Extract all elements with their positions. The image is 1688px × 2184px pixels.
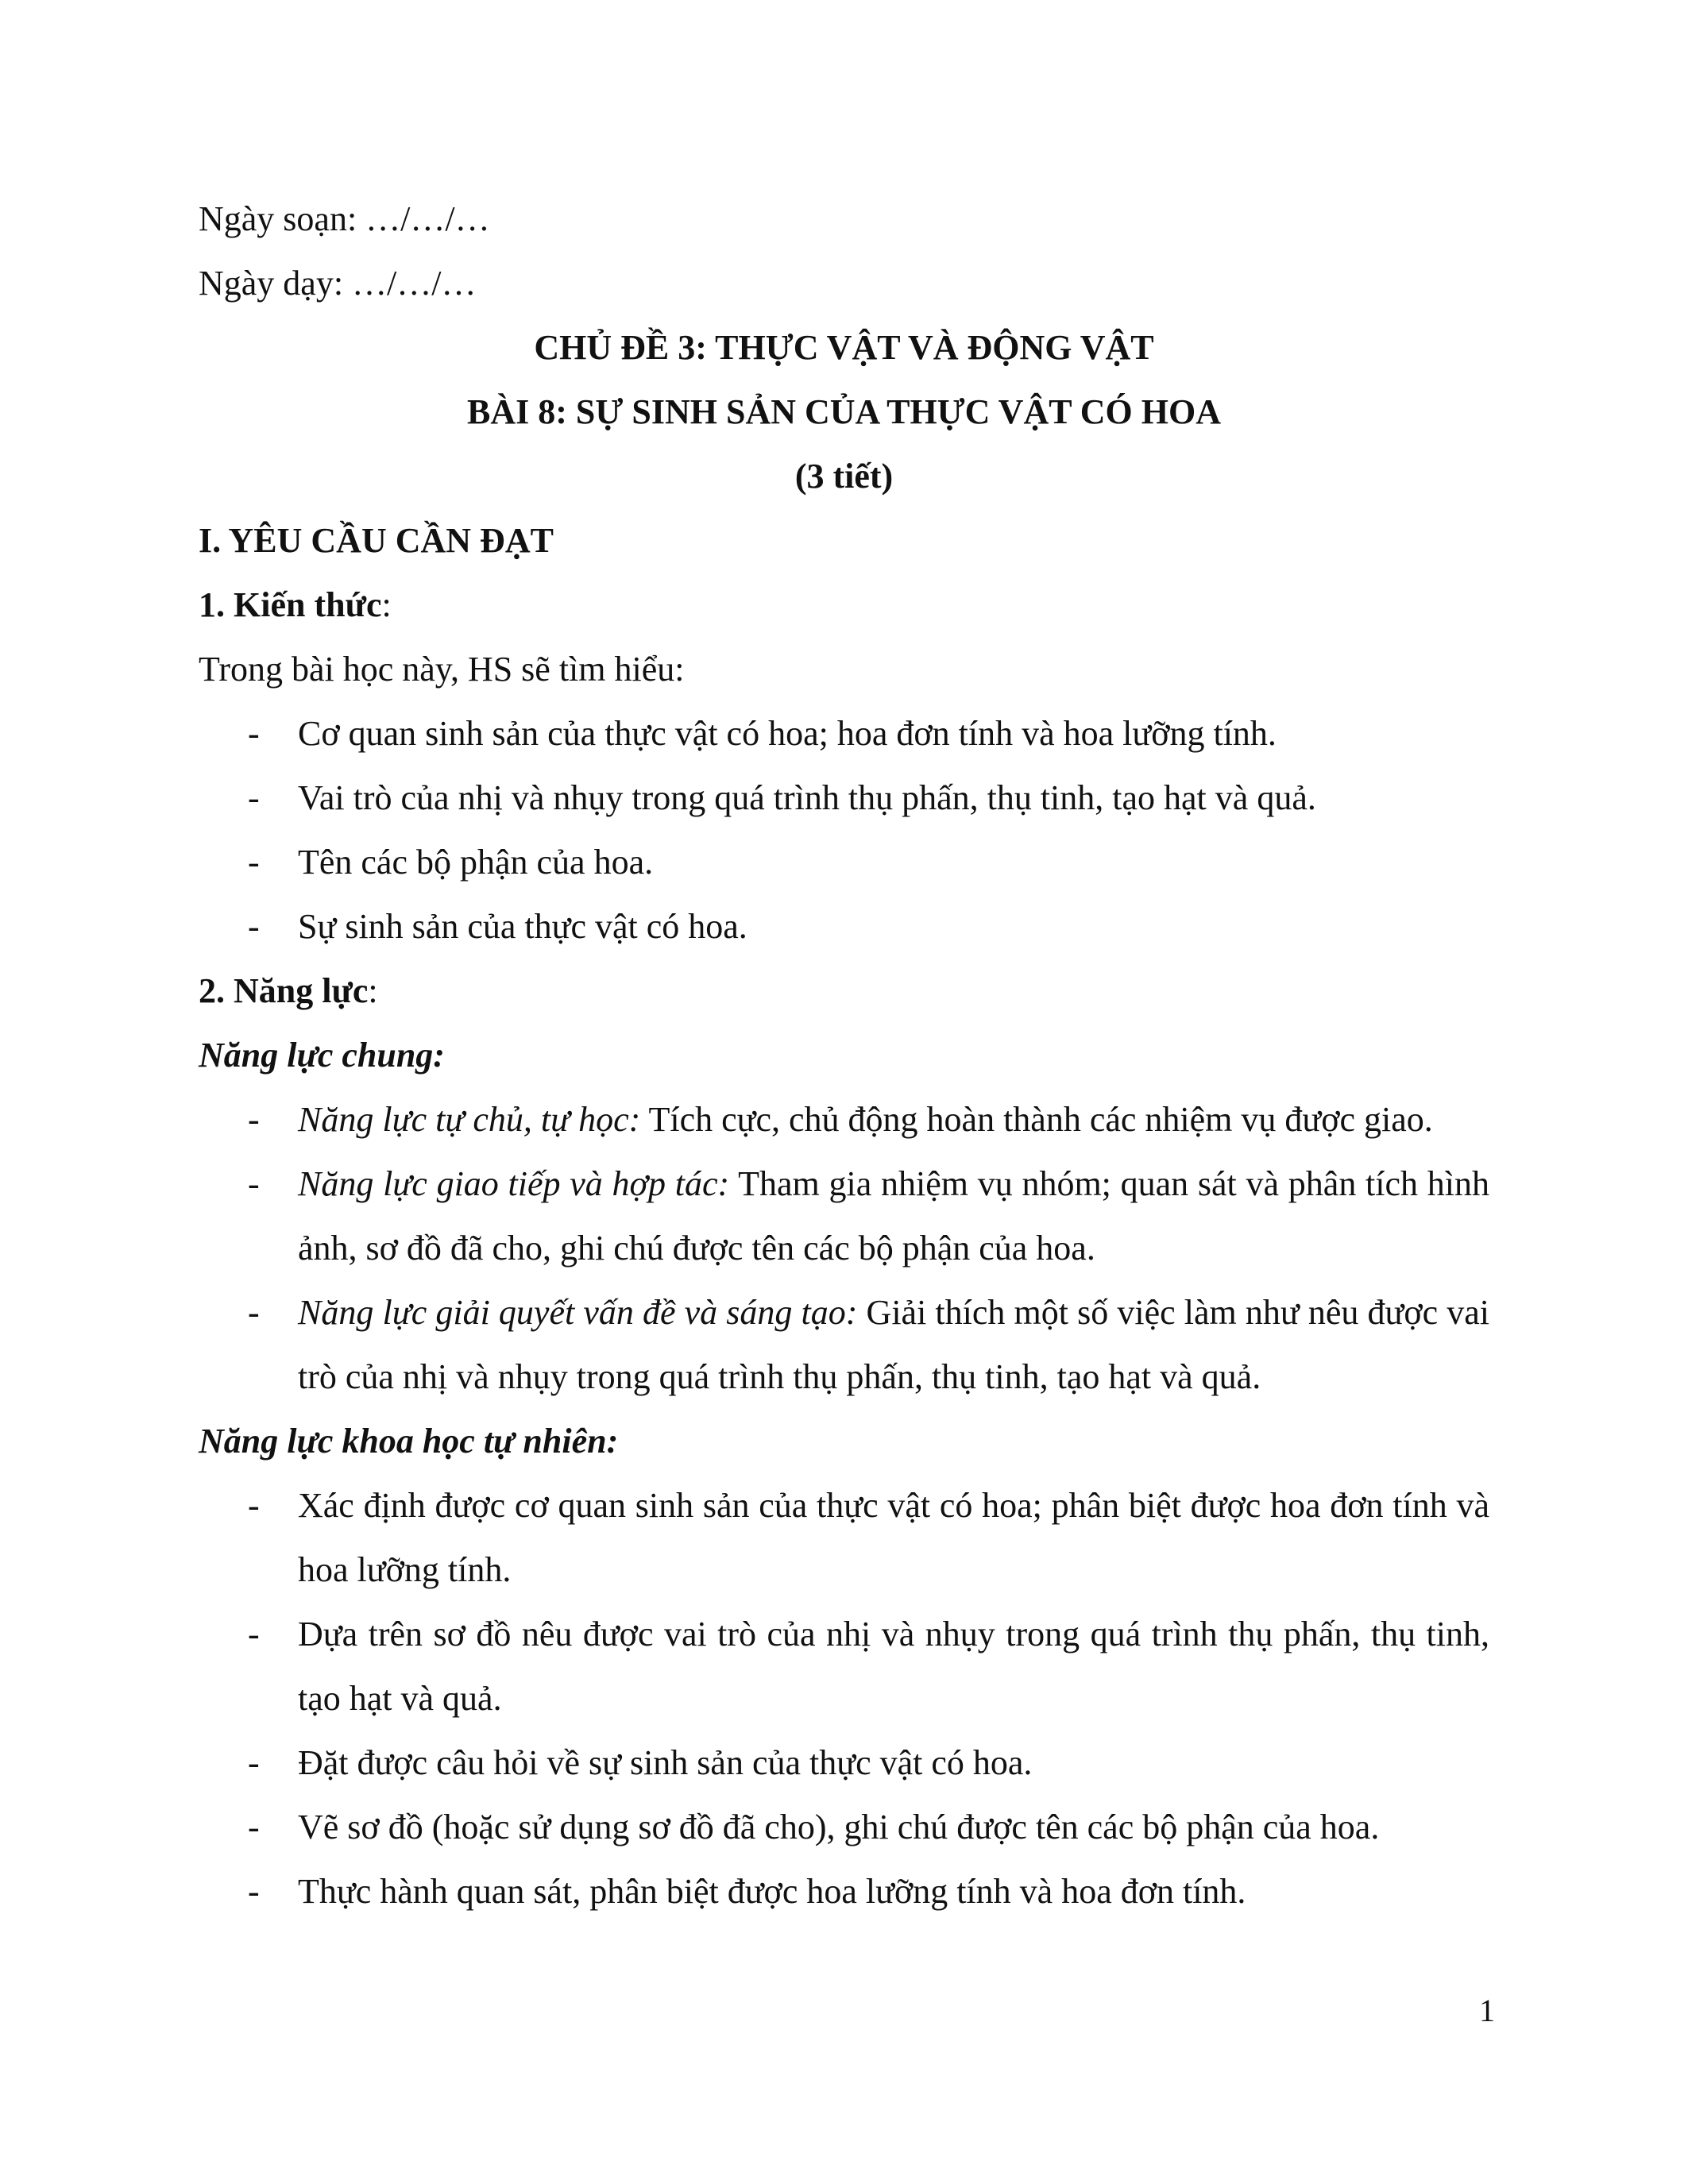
list-item: - Thực hành quan sát, phân biệt được hoa lưỡng tính và hoa đơn tính. bbox=[199, 1859, 1489, 1924]
list-item: - Năng lực giao tiếp và hợp tác: Tham gia nhiệm vụ nhóm; quan sát và phân tích hình ảnh, sơ đồ đã cho, ghi chú được tên các bộ phận của hoa. bbox=[199, 1152, 1489, 1280]
bullet-dash: - bbox=[248, 1872, 260, 1911]
list-item: - Dựa trên sơ đồ nêu được vai trò của nhị và nhụy trong quá trình thụ phấn, thụ tinh, tạo hạt và quả. bbox=[199, 1602, 1489, 1731]
bullet-dash: - bbox=[248, 1808, 260, 1846]
list-item: - Cơ quan sinh sản của thực vật có hoa; hoa đơn tính và hoa lưỡng tính. bbox=[199, 701, 1489, 766]
bullet-dash: - bbox=[248, 778, 260, 817]
bullet-dash: - bbox=[248, 1164, 260, 1203]
section-heading-requirements: I. YÊU CẦU CẦN ĐẠT bbox=[199, 521, 554, 560]
bullet-dash: - bbox=[248, 1486, 260, 1525]
general-competence-heading: Năng lực chung: bbox=[199, 1036, 445, 1075]
date-prepared: Ngày soạn: …/…/… bbox=[199, 199, 490, 238]
list-item: - Vẽ sơ đồ (hoặc sử dụng sơ đồ đã cho), ghi chú được tên các bộ phận của hoa. bbox=[199, 1795, 1489, 1859]
bullet-dash: - bbox=[248, 843, 260, 882]
page-number: 1 bbox=[1479, 1993, 1495, 2028]
subsection-knowledge bbox=[199, 573, 1489, 637]
bullet-dash: - bbox=[248, 1743, 260, 1782]
list-item: - Vai trò của nhị và nhụy trong quá trình thụ phấn, thụ tinh, tạo hạt và quả. bbox=[199, 766, 1489, 830]
knowledge-heading: 1. Kiến thức bbox=[199, 585, 382, 624]
science-competence-heading: Năng lực khoa học tự nhiên: bbox=[199, 1422, 619, 1461]
competence-heading: 2. Năng lực bbox=[199, 971, 369, 1010]
list-item: - Xác định được cơ quan sinh sản của thực vật có hoa; phân biệt được hoa đơn tính và hoa lưỡng tính. bbox=[199, 1473, 1489, 1602]
competence-colon: : bbox=[368, 971, 378, 1010]
list-item: - Đặt được câu hỏi về sự sinh sản của thực vật có hoa. bbox=[199, 1731, 1489, 1795]
lesson-title: BÀI 8: SỰ SINH SẢN CỦA THỰC VẬT CÓ HOA bbox=[466, 392, 1221, 431]
knowledge-intro: Trong bài học này, HS sẽ tìm hiểu: bbox=[199, 650, 685, 689]
list-item: - Tên các bộ phận của hoa. bbox=[199, 830, 1489, 894]
list-item: - Sự sinh sản của thực vật có hoa. bbox=[199, 894, 1489, 959]
competence-label: Năng lực tự chủ, tự học: bbox=[298, 1100, 641, 1139]
bullet-dash: - bbox=[248, 907, 260, 946]
bullet-dash: - bbox=[248, 1615, 260, 1653]
bullet-dash: - bbox=[248, 1293, 260, 1332]
bullet-dash: - bbox=[248, 714, 260, 753]
subsection-competence bbox=[199, 959, 1489, 1023]
list-item: - Năng lực giải quyết vấn đề và sáng tạo: Giải thích một số việc làm như nêu được vai trò của nhị và nhụy trong quá trình thụ phấn, thụ tinh, tạo hạt và quả. bbox=[199, 1280, 1489, 1409]
bullet-dash: - bbox=[248, 1100, 260, 1139]
period-count: (3 tiết) bbox=[794, 457, 894, 496]
knowledge-colon: : bbox=[381, 585, 392, 624]
competence-label: Năng lực giải quyết vấn đề và sáng tạo: bbox=[298, 1293, 858, 1332]
document-page bbox=[199, 187, 1489, 1924]
list-item: - Năng lực tự chủ, tự học: Tích cực, chủ động hoàn thành các nhiệm vụ được giao. bbox=[199, 1087, 1489, 1152]
topic-title: CHỦ ĐỀ 3: THỰC VẬT VÀ ĐỘNG VẬT bbox=[534, 328, 1154, 367]
date-taught: Ngày dạy: …/…/… bbox=[199, 264, 477, 303]
competence-label: Năng lực giao tiếp và hợp tác: bbox=[298, 1164, 730, 1203]
